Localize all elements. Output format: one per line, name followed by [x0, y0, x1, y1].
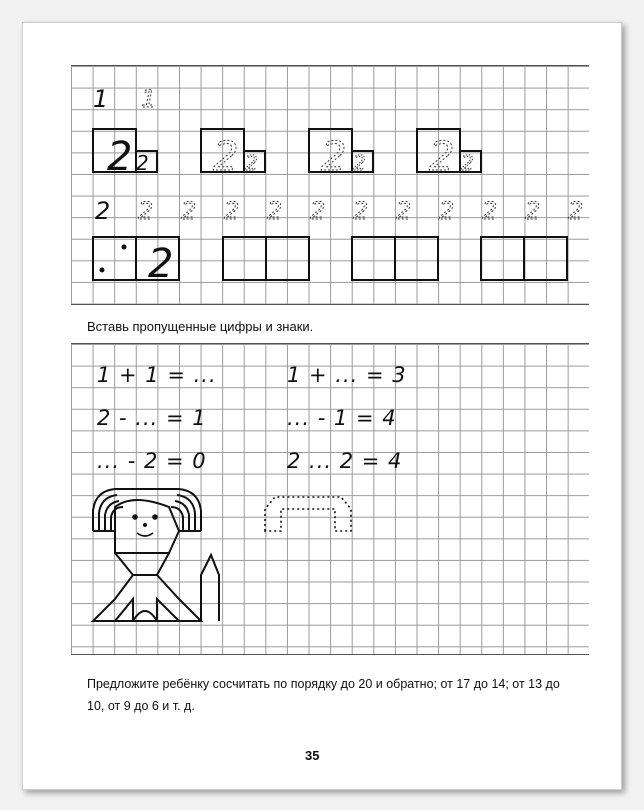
- big-two: 2: [107, 134, 133, 180]
- svg-text:2: 2: [245, 151, 258, 175]
- svg-text:2: 2: [461, 151, 474, 175]
- dotted-pattern: [265, 497, 351, 531]
- trace-two: 2: [568, 197, 584, 225]
- svg-text:2: 2: [213, 134, 239, 180]
- trace-two: 2: [267, 197, 283, 225]
- trace-two: 2: [439, 197, 455, 225]
- box-two: 2: [148, 241, 174, 287]
- trace-two: 2: [525, 197, 541, 225]
- equation-5: ... - 1 = 4: [287, 406, 397, 430]
- equation-6: 2 ... 2 = 4: [287, 449, 403, 473]
- svg-text:2: 2: [353, 151, 366, 175]
- trace-two: 2: [95, 197, 111, 225]
- equation-3: ... - 2 = 0: [97, 449, 207, 473]
- svg-text:2: 2: [321, 134, 347, 180]
- trace-two: 2: [224, 197, 240, 225]
- trace-two: 2: [482, 197, 498, 225]
- equation-1: 1 + 1 = ...: [97, 363, 217, 387]
- workbook-page: [22, 22, 622, 790]
- trace-two: 2: [396, 197, 412, 225]
- parent-note: Предложите ребёнку сосчитать по порядку до 20 и обратно; от 17 до 14; от 13 до 10, от 9 до 6 и т. д.: [87, 677, 560, 713]
- trace-two: 2: [310, 197, 326, 225]
- instruction-text: Вставь пропущенные цифры и знаки.: [87, 319, 314, 334]
- svg-text:2: 2: [429, 134, 455, 180]
- small-two: 2: [136, 151, 149, 175]
- trace-two: 2: [353, 197, 369, 225]
- digit-one-dotted: 1: [141, 85, 157, 113]
- digit-one: 1: [93, 85, 109, 113]
- equation-4: 1 + ... = 3: [287, 363, 407, 387]
- trace-two: 2: [181, 197, 197, 225]
- page-number: 35: [305, 748, 320, 763]
- equation-2: 2 - ... = 1: [97, 406, 207, 430]
- trace-two: 2: [138, 197, 154, 225]
